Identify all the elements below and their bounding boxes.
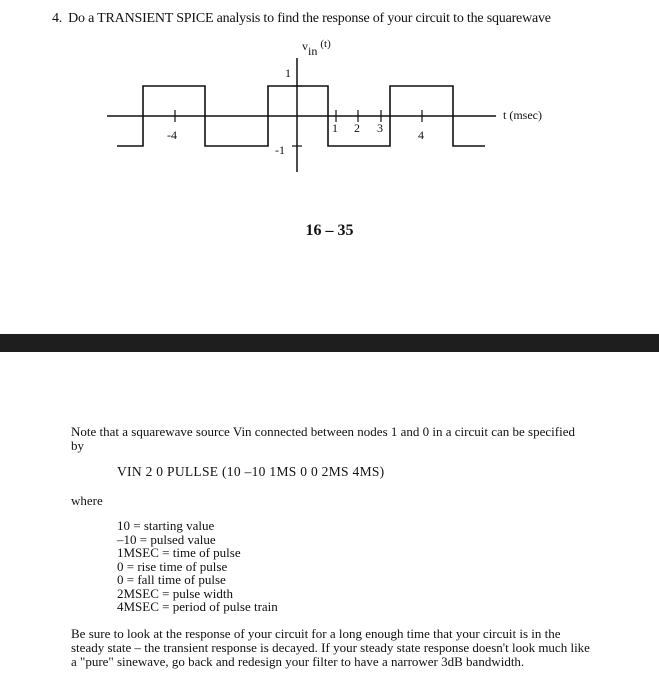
x-axis-label: t (msec)	[503, 108, 542, 122]
note-paragraph: Note that a squarewave source Vin connected between nodes 1 and 0 in a circuit can be specified by	[71, 424, 575, 453]
definition-item: 10 = starting value	[117, 518, 215, 533]
definition-item: 0 = rise time of pulse	[117, 558, 228, 574]
tick-label-three: 3	[377, 121, 383, 135]
definition-item: –10 = pulsed value	[117, 531, 216, 547]
definition-list	[117, 519, 278, 614]
tick-label-minus-one: -1	[275, 143, 285, 157]
tick-label-one: 1	[332, 121, 338, 135]
page-divider	[0, 334, 659, 352]
tick-label-minus-four: -4	[167, 128, 177, 142]
definition-item: 4MSEC = period of pulse train	[117, 599, 278, 614]
page-number: 16 – 35	[305, 222, 354, 239]
squarewave-figure	[0, 0, 659, 240]
definition-item: 1MSEC = time of pulse	[117, 545, 241, 560]
where-label: where	[71, 493, 103, 508]
problem-text: Do a TRANSIENT SPICE analysis to find the response of your circuit to the squarewave	[68, 11, 551, 26]
definition-item: 0 = fall time of pulse	[117, 572, 226, 587]
closing-paragraph: Be sure to look at the response of your circuit for a long enough time that your circuit is in the steady state – the transient response is decayed. If your steady state response doesn't look much like a "pure" sinewave, go back and redesign your filter to have a narrower 3dB bandwidth.	[71, 626, 590, 669]
definition-item: 2MSEC = pulse width	[117, 585, 234, 601]
tick-label-two: 2	[354, 121, 360, 135]
y-axis-label: vin (t)	[302, 38, 331, 58]
spice-command: VIN 2 0 PULLSE (10 –10 1MS 0 0 2MS 4MS)	[117, 464, 385, 479]
tick-label-four: 4	[418, 128, 424, 142]
tick-label-plus-one: 1	[285, 66, 291, 80]
problem-number: 4.	[52, 11, 63, 26]
